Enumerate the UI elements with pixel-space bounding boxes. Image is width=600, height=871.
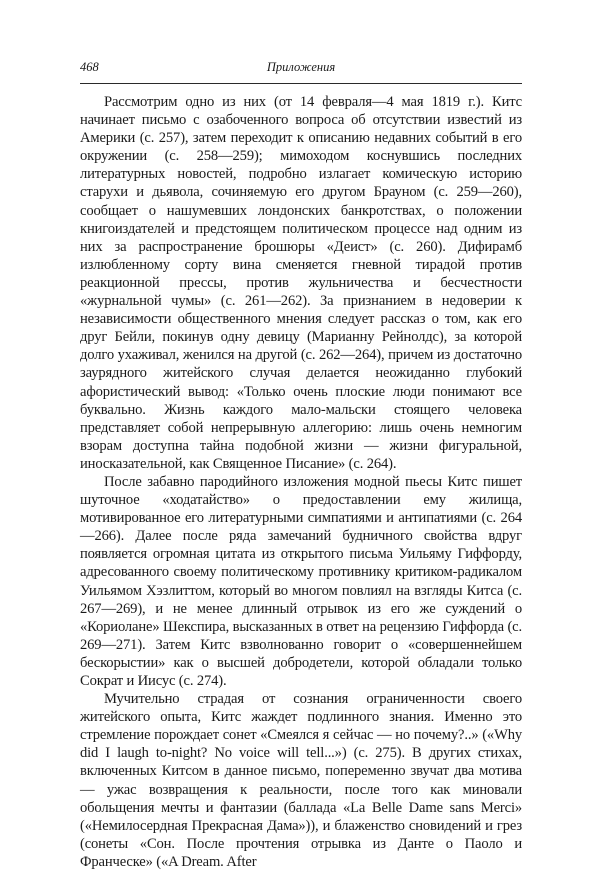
paragraph: Мучительно страдая от сознания ограниченности своего житейского опыта, Китс жаждет подлинного знания. Именно это стремление порождает сонет «Смеялся я сейчас — но почему?..» («Why did I laugh to-night? No voice will tell...») (с. 275). В других стихах, включенных Китсом в данное письмо, попеременно звучат два мотива — ужас возвращения к реальности, после того как миновали обольщения мечты и фантазии (баллада «La Belle Dame sans Merci» («Немилосердная Прекрасная Дама»)), и блаженство сновидений и грез (сонеты «Сон. После прочтения отрывка из Данте о Паоло и Франческе» («A Dream. After [80,691,522,870]
body-text [80,93,522,871]
running-head [80,56,522,78]
paragraph: Рассмотрим одно из них (от 14 февраля—4 мая 1819 г.). Китс начинает письмо с озабоченного вопроса об отсутствии известий из Америки (с. 257), затем переходит к описанию недавних событий в его окружении (с. 258—259); мимоходом коснувшись последних литературных новостей, подробно излагает комическую историю старухи и дьявола, сочиняемую его другом Брауном (с. 259—260), сообщает о нашумевших лондонских банкротствах, о положении книгоиздателей и предстоящем политическом процессе над одним из них за распространение брошюры «Деист» (с. 260). Дифирамб излюбленному сорту вина сменяется гневной тирадой против реакционной прессы, против жульничества и бесчестности «журнальной чумы» (с. 261—262). За признанием в недоверии к независимости общественного мнения следует рассказ о том, как его друг Бейли, покинув одну девицу (Марианну Рейнолдс), за которой долго ухаживал, женился на другой (с. 262—264), причем из достаточно заурядного житейского случая делается неожиданно глубокий афористический вывод: «Только очень плоские люди понимают все буквально. Жизнь каждого мало-мальски стоящего человека представляет собой непрерывную аллегорию: лишь очень немногим взорам доступна тайна подобной жизни — жизни фигуральной, иносказательной, как Священное Писание» (с. 264). [80,94,522,472]
paragraph: После забавно пародийного изложения модной пьесы Китс пишет шуточное «ходатайство» о предоставлении ему жилища, мотивированное его литературными симпатиями и антипатиями (с. 264—266). Далее после ряда замечаний будничного свойства вдруг появляется огромная цитата из открытого письма Уильяму Гиффорду, адресованного своему политическому противнику критиком-радикалом Уильямом Хэзлиттом, который во многом повлиял на взгляды Китса (с. 267—269), и не менее длинный отрывок из его же суждений о «Кориолане» Шекспира, высказанных в ответ на рецензию Гиффорда (с. 269—271). Затем Китс взволнованно говорит о «совершеннейшем бескорыстии» как о высшей добродетели, которой обладали только Сократ и Иисус (с. 274). [80,473,522,689]
book-page [80,56,522,871]
page-number: 468 [80,60,99,74]
header-rule [80,83,522,84]
section-title: Приложения [266,60,336,74]
